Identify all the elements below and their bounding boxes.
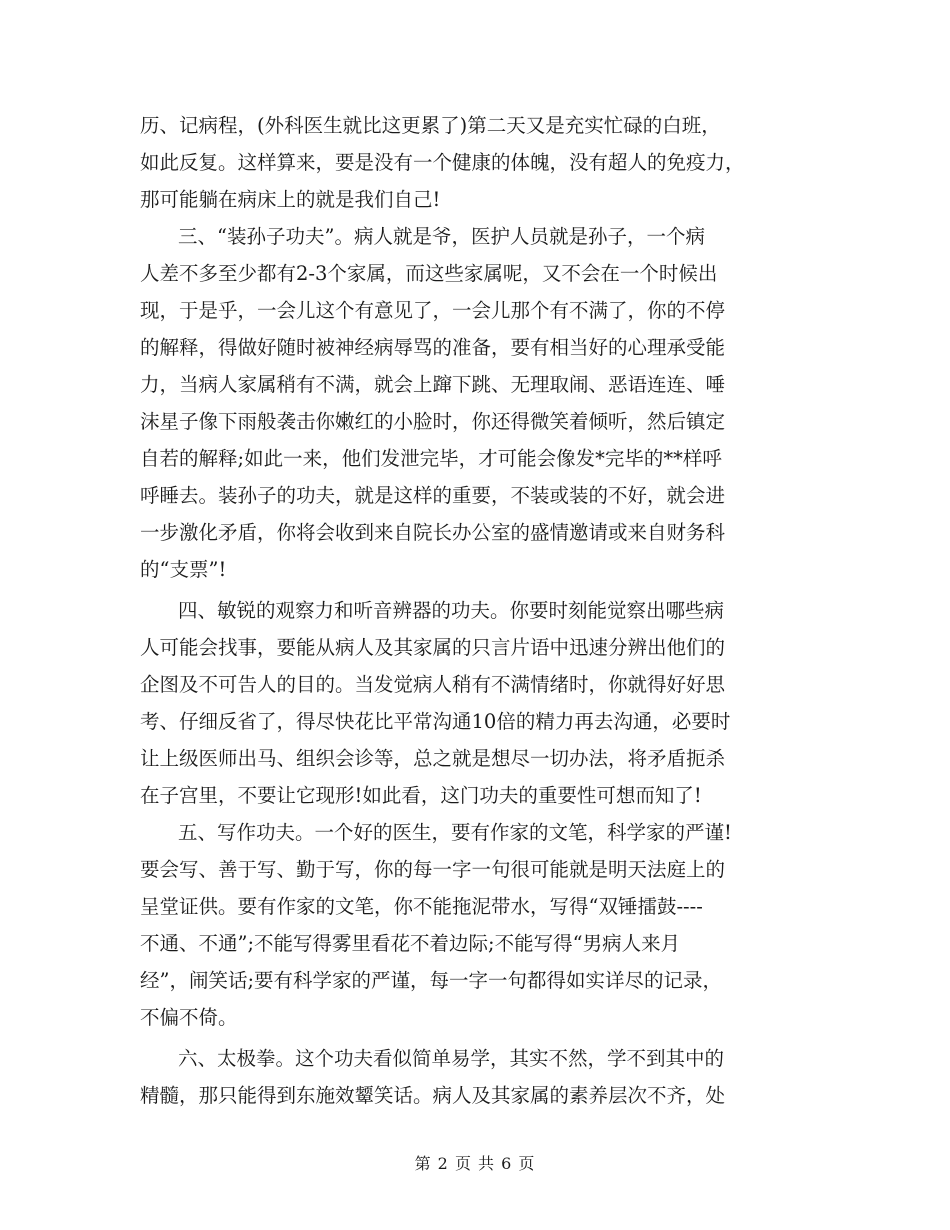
text-line: 五、写作功夫。一个好的医生，要有作家的文笔，科学家的严谨! xyxy=(178,821,732,844)
text-line: 四、敏锐的观察力和听音辨器的功夫。你要时刻能觉察出哪些病 xyxy=(178,599,725,622)
text-line: 要会写、善于写、勤于写，你的每一字一句很可能就是明天法庭上的 xyxy=(140,858,726,881)
text-line: 人差不多至少都有2-3个家属，而这些家属呢，又不会在一个时候出 xyxy=(140,262,718,285)
page-footer: 第 2 页 共 6 页 xyxy=(414,1154,536,1173)
text-line: 人可能会找事，要能从病人及其家属的只言片语中迅速分辨出他们的 xyxy=(140,636,726,659)
text-line: 考、仔细反省了，得尽快花比平常沟通10倍的精力再去沟通，必要时 xyxy=(140,710,731,733)
text-line: 三、“装孙子功夫”。病人就是爷，医护人员就是孙子，一个病 xyxy=(178,225,705,248)
text-line: 的解释，得做好随时被神经病辱骂的准备，要有相当好的心理承受能 xyxy=(140,336,726,359)
text-line: 企图及不可告人的目的。当发觉病人稍有不满情绪时，你就得好好思 xyxy=(140,673,726,696)
text-line: 一步激化矛盾，你将会收到来自院长办公室的盛情邀请或来自财务科 xyxy=(140,521,726,544)
text-line: 那可能躺在病床上的就是我们自己! xyxy=(140,188,441,211)
text-line: 现，于是乎，一会儿这个有意见了，一会儿那个有不满了，你的不停 xyxy=(140,299,726,322)
text-line: 自若的解释;如此一来，他们发泄完毕，才可能会像发*完毕的**样呼 xyxy=(140,447,722,470)
text-line: 呼睡去。装孙子的功夫，就是这样的重要，不装或装的不好，就会进 xyxy=(140,484,726,507)
text-line: 不通、不通”;不能写得雾里看花不着边际;不能写得“男病人来月 xyxy=(140,932,681,955)
text-line: 历、记病程，(外科医生就比这更累了)第二天又是充实忙碌的白班， xyxy=(140,114,721,137)
document-body xyxy=(140,107,820,1114)
text-line: 如此反复。这样算来，要是没有一个健康的体魄，没有超人的免疫力， xyxy=(140,151,745,174)
text-line: 力，当病人家属稍有不满，就会上蹿下跳、无理取闹、恶语连连、唾 xyxy=(140,373,726,396)
text-line: 在子宫里，不要让它现形!如此看，这门功夫的重要性可想而知了! xyxy=(140,784,702,807)
text-line: 呈堂证供。要有作家的文笔，你不能拖泥带水，写得“双锤擂鼓---- xyxy=(140,895,703,918)
text-line: 经”，闹笑话;要有科学家的严谨，每一字一句都得如实详尽的记录， xyxy=(140,969,723,992)
text-line: 不偏不倚。 xyxy=(140,1006,238,1029)
text-line: 六、太极拳。这个功夫看似简单易学，其实不然，学不到其中的 xyxy=(178,1047,725,1070)
text-line: 精髓，那只能得到东施效颦笑话。病人及其家属的素养层次不齐，处 xyxy=(140,1084,726,1107)
text-line: 让上级医师出马、组织会诊等，总之就是想尽一切办法，将矛盾扼杀 xyxy=(140,747,726,770)
text-line: 沫星子像下雨般袭击你嫩红的小脸时，你还得微笑着倾听，然后镇定 xyxy=(140,410,726,433)
text-line: 的“支票”! xyxy=(140,558,227,581)
